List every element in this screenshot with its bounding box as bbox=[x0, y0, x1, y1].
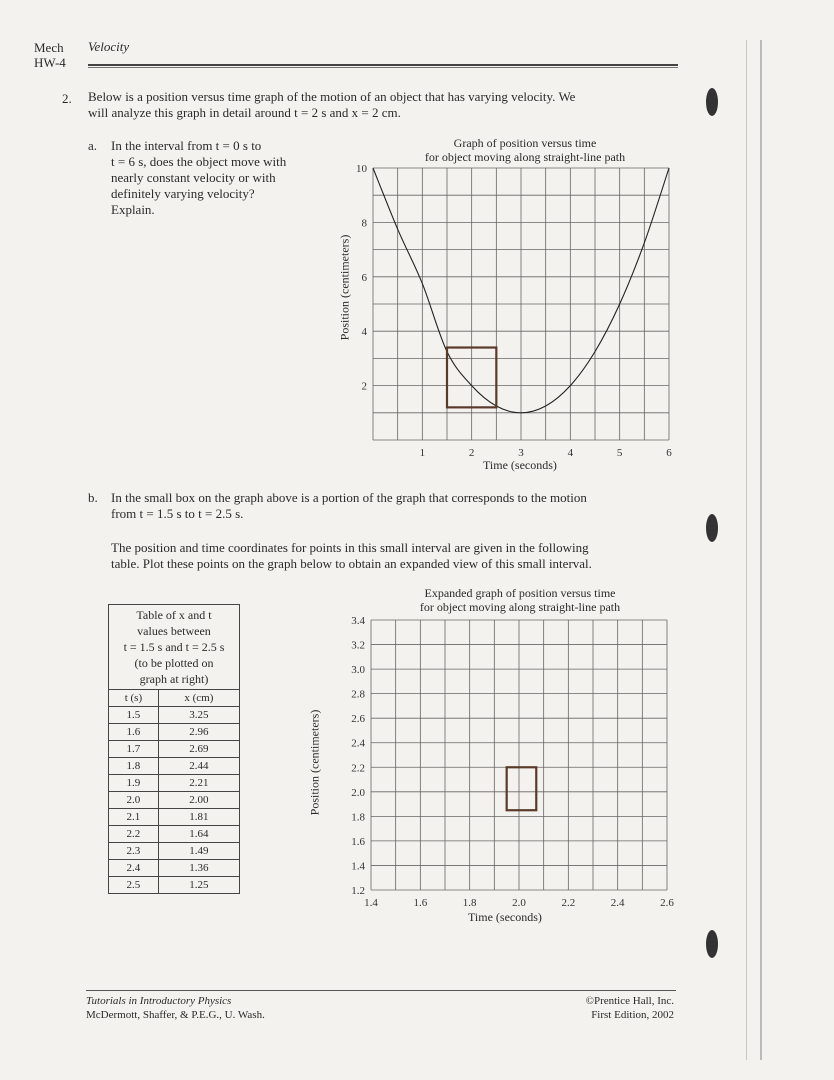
footer-book-title: Tutorials in Introductory Physics bbox=[86, 995, 232, 1007]
part-a-line: Explain. bbox=[111, 202, 155, 217]
table-cell-t: 2.4 bbox=[109, 860, 159, 877]
part-a-text bbox=[111, 138, 331, 218]
table-cell-x: 1.49 bbox=[158, 843, 239, 860]
question-number: 2. bbox=[62, 91, 72, 106]
graph1-xlabel: Time (seconds) bbox=[483, 458, 557, 472]
part-a-line: nearly constant velocity or with bbox=[111, 170, 276, 185]
x-tick-label: 3 bbox=[518, 447, 524, 459]
table-row bbox=[109, 809, 240, 826]
graph2-chart bbox=[330, 612, 680, 912]
header-rule bbox=[88, 64, 678, 68]
y-tick-label: 3.4 bbox=[351, 615, 365, 627]
graph1-title: Graph of position versus time bbox=[453, 136, 597, 150]
table-cell-x: 2.21 bbox=[158, 775, 239, 792]
table-cell-x: 1.64 bbox=[158, 826, 239, 843]
page-title: Velocity bbox=[88, 39, 130, 54]
y-tick-label: 2.6 bbox=[351, 713, 365, 726]
x-tick-label: 1.8 bbox=[462, 897, 477, 909]
y-tick-label: 8 bbox=[361, 217, 367, 230]
footer-edition: First Edition, 2002 bbox=[591, 1009, 674, 1021]
page-edge bbox=[746, 40, 747, 1060]
table-cell-t: 2.5 bbox=[109, 877, 159, 894]
course-name: Mech bbox=[34, 40, 64, 55]
graph2-subtitle: for object moving along straight-line path bbox=[419, 600, 621, 614]
part-b-line: The position and time coordinates for points in this small interval are given in the following bbox=[111, 540, 589, 555]
x-tick-label: 2 bbox=[468, 447, 475, 459]
table-cell-t: 2.0 bbox=[109, 792, 159, 809]
table-row bbox=[109, 860, 240, 877]
table-cell-x: 1.81 bbox=[158, 809, 239, 826]
y-tick-label: 3.0 bbox=[351, 664, 365, 677]
graph1-chart bbox=[337, 160, 680, 460]
table-cell-t: 2.1 bbox=[109, 809, 159, 826]
part-b-instructions bbox=[111, 540, 691, 572]
footer-authors: McDermott, Shaffer, & P.E.G., U. Wash. bbox=[86, 1009, 265, 1021]
table-cell-t: 2.2 bbox=[109, 826, 159, 843]
table-row bbox=[109, 707, 240, 724]
table-cell-t: 1.5 bbox=[109, 707, 159, 724]
y-tick-label: 4 bbox=[361, 326, 367, 339]
y-tick-label: 6 bbox=[361, 271, 367, 284]
part-a-line: In the interval from t = 0 s to bbox=[111, 138, 262, 153]
table-row bbox=[109, 877, 240, 894]
x-tick-label: 1.4 bbox=[364, 897, 378, 909]
footer-publisher: ©Prentice Hall, Inc. bbox=[585, 995, 674, 1007]
question-intro-line: Below is a position versus time graph of the motion of an object that has varying velocity. We bbox=[88, 89, 576, 104]
y-tick-label: 1.2 bbox=[351, 885, 365, 897]
graph1-subtitle: for object moving along straight-line path bbox=[424, 150, 626, 164]
binder-hole bbox=[706, 514, 718, 542]
y-tick-label: 2 bbox=[361, 380, 367, 393]
table-cell-t: 2.3 bbox=[109, 843, 159, 860]
graph1-ylabel: Position (centimeters) bbox=[337, 234, 352, 341]
data-table bbox=[108, 604, 240, 894]
table-row bbox=[109, 792, 240, 809]
y-tick-label: 2.8 bbox=[351, 688, 365, 701]
part-b-line: In the small box on the graph above is a portion of the graph that corresponds to the motion bbox=[111, 490, 587, 505]
table-cell-x: 2.69 bbox=[158, 741, 239, 758]
table-cell-x: 2.00 bbox=[158, 792, 239, 809]
x-tick-label: 1.6 bbox=[413, 897, 428, 909]
part-b-text bbox=[111, 490, 691, 522]
y-tick-label: 10 bbox=[356, 163, 367, 175]
binder-hole bbox=[706, 930, 718, 958]
homework-number: HW-4 bbox=[34, 55, 66, 70]
graph2-ylabel: Position (centimeters) bbox=[307, 709, 322, 816]
table-cell-x: 1.25 bbox=[158, 877, 239, 894]
x-tick-label: 2.6 bbox=[660, 897, 674, 909]
x-tick-label: 6 bbox=[666, 447, 672, 459]
binder-hole bbox=[706, 88, 718, 116]
table-cell-x: 3.25 bbox=[158, 707, 239, 724]
table-row bbox=[109, 775, 240, 792]
footer-rule bbox=[86, 990, 676, 991]
x-tick-label: 1 bbox=[419, 447, 426, 459]
table-caption-line: graph at right) bbox=[139, 672, 209, 686]
x-tick-label: 2.0 bbox=[512, 897, 526, 909]
graph2-title: Expanded graph of position versus time bbox=[424, 586, 616, 600]
table-caption-line: values between bbox=[137, 624, 211, 638]
table-row bbox=[109, 758, 240, 775]
table-caption-line: (to be plotted on bbox=[134, 656, 214, 670]
graph2-xlabel: Time (seconds) bbox=[468, 910, 542, 924]
table-row bbox=[109, 724, 240, 741]
table-header-t: t (s) bbox=[109, 690, 159, 707]
x-tick-label: 2.2 bbox=[561, 897, 576, 909]
course-label bbox=[34, 40, 66, 70]
part-b-line: from t = 1.5 s to t = 2.5 s. bbox=[111, 506, 244, 521]
part-a-label: a. bbox=[88, 138, 98, 153]
part-a-line: definitely varying velocity? bbox=[111, 186, 255, 201]
table-cell-t: 1.7 bbox=[109, 741, 159, 758]
part-a-line: t = 6 s, does the object move with bbox=[111, 154, 287, 169]
x-tick-label: 5 bbox=[616, 447, 623, 459]
question-intro bbox=[88, 89, 688, 121]
y-tick-label: 1.6 bbox=[351, 835, 365, 848]
table-header-x: x (cm) bbox=[158, 690, 239, 707]
table-caption-line: t = 1.5 s and t = 2.5 s bbox=[123, 640, 225, 654]
y-tick-label: 3.2 bbox=[351, 639, 365, 652]
table-row bbox=[109, 741, 240, 758]
table-cell-t: 1.8 bbox=[109, 758, 159, 775]
table-cell-x: 2.44 bbox=[158, 758, 239, 775]
footer-right bbox=[500, 994, 674, 1022]
part-b-line: table. Plot these points on the graph below to obtain an expanded view of this small interval. bbox=[111, 556, 592, 571]
table-row bbox=[109, 843, 240, 860]
graph2-title-block bbox=[380, 586, 660, 614]
table-cell-x: 2.96 bbox=[158, 724, 239, 741]
table-cell-x: 1.36 bbox=[158, 860, 239, 877]
table-cell-t: 1.9 bbox=[109, 775, 159, 792]
table-row bbox=[109, 826, 240, 843]
y-tick-label: 2.2 bbox=[351, 762, 365, 775]
highlight-box bbox=[507, 767, 537, 810]
x-tick-label: 2.4 bbox=[610, 897, 625, 909]
table-caption bbox=[109, 605, 240, 690]
part-b-label: b. bbox=[88, 490, 98, 505]
y-tick-label: 2.4 bbox=[351, 737, 365, 750]
table-caption-line: Table of x and t bbox=[136, 608, 212, 622]
table-cell-t: 1.6 bbox=[109, 724, 159, 741]
page-edge bbox=[760, 40, 762, 1060]
y-tick-label: 1.8 bbox=[351, 811, 365, 824]
y-tick-label: 2.0 bbox=[351, 786, 365, 799]
y-tick-label: 1.4 bbox=[351, 860, 365, 873]
question-intro-line: will analyze this graph in detail around t = 2 s and x = 2 cm. bbox=[88, 105, 401, 120]
footer-left bbox=[86, 994, 265, 1022]
x-tick-label: 4 bbox=[567, 447, 574, 459]
